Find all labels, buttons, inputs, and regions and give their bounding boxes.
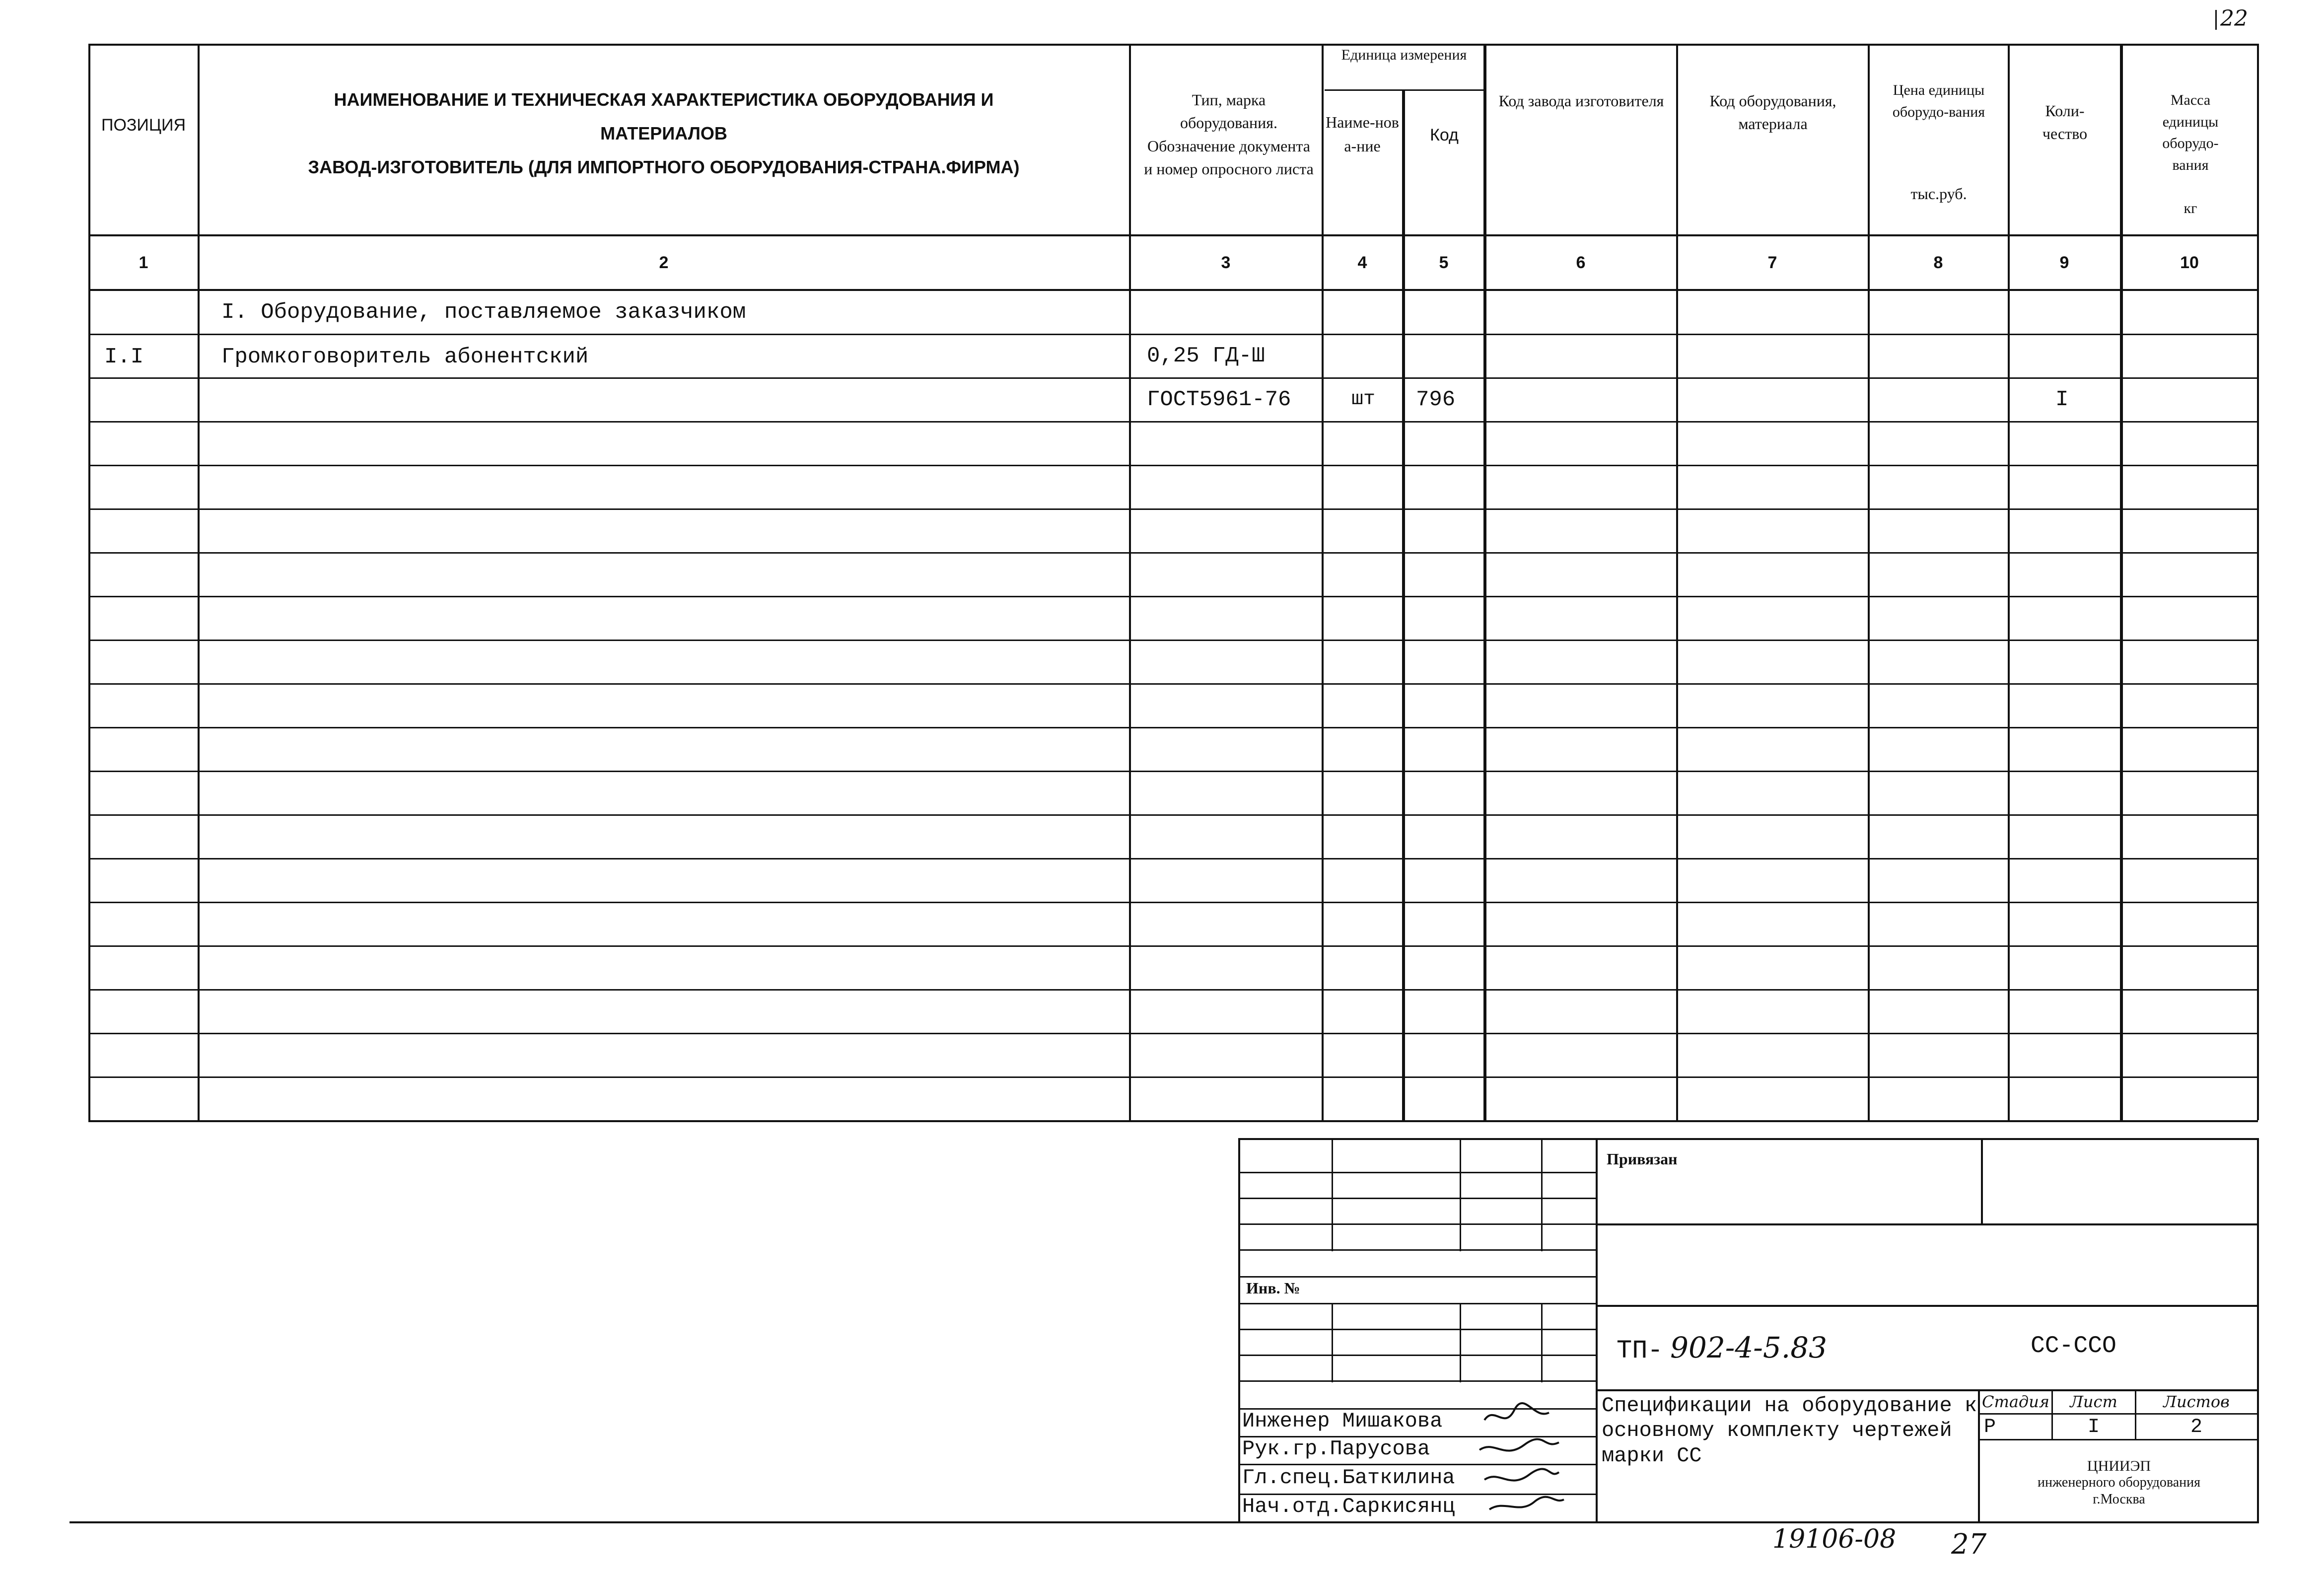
page-number-note: 27 — [1951, 1528, 1987, 1561]
column-number: 5 — [1439, 253, 1449, 272]
row-position: I.I — [104, 345, 144, 369]
organization-line2: инженерного оборудования — [2037, 1475, 2201, 1490]
header-name-line3: ЗАВОД-ИЗГОТОВИТЕЛЬ (ДЛЯ ИМПОРТНОГО ОБОРУДОВАНИЯ-СТРАНА.ФИРМА) — [308, 157, 1020, 177]
stage-label: Стадия — [1982, 1392, 2049, 1411]
page-corner-mark: 22 — [2220, 6, 2248, 31]
column-number: 3 — [1221, 253, 1231, 272]
document-code-prefix: ТП- — [1617, 1336, 1663, 1365]
row-quantity: I — [2055, 387, 2069, 412]
header-mass: Масса единицы оборудо-вания — [2162, 92, 2219, 173]
staff-row — [1242, 1437, 1430, 1461]
staff-name: Саркисянц — [1342, 1495, 1455, 1518]
staff-role: Нач.отд. — [1242, 1495, 1342, 1518]
header-position: ПОЗИЦИЯ — [101, 116, 186, 135]
archive-number-note: 19106-08 — [1772, 1524, 1897, 1554]
header-unit-code: Код — [1430, 126, 1459, 144]
column-number: 8 — [1933, 253, 1943, 272]
staff-role: Гл.спец. — [1242, 1466, 1342, 1490]
header-equip-code: Код оборудования, материала — [1709, 92, 1836, 133]
header-price-unit: тыс.руб. — [1910, 185, 1967, 203]
header-price: Цена единицы оборудо-вания — [1892, 82, 1985, 120]
staff-name: Баткилина — [1342, 1466, 1455, 1490]
row-type: 0,25 ГД-Ш — [1147, 344, 1265, 368]
column-number: 9 — [2059, 253, 2069, 272]
header-unit-name: Наиме-нова-ние — [1326, 113, 1399, 155]
header-name-line1: НАИМЕНОВАНИЕ И ТЕХНИЧЕСКАЯ ХАРАКТЕРИСТИКА ОБОРУДОВАНИЯ И — [334, 89, 994, 110]
column-number: 6 — [1576, 253, 1586, 272]
header-type: Тип, марка оборудования. Обозначение документа и номер опросного листа — [1144, 91, 1314, 178]
header-mass-unit: кг — [2183, 200, 2197, 216]
staff-name: Мишакова — [1342, 1409, 1443, 1433]
row-unit-code: 796 — [1416, 387, 1456, 412]
binding-label: Привязан — [1607, 1150, 1678, 1168]
inventory-number-label: Инв. № — [1246, 1279, 1300, 1297]
sheet-label: Лист — [2070, 1392, 2117, 1411]
header-name-line2: МАТЕРИАЛОВ — [600, 123, 727, 143]
document-code-number: 902-4-5.83 — [1670, 1331, 1828, 1364]
staff-row — [1242, 1409, 1442, 1433]
stage-value: Р — [1984, 1416, 1996, 1438]
column-number: 1 — [139, 253, 148, 272]
sheet-value: I — [2087, 1416, 2100, 1438]
header-qty: Коли-чество — [2042, 102, 2088, 143]
column-number: 10 — [2180, 253, 2199, 272]
signature-marks — [1475, 1400, 1594, 1519]
staff-name: Парусова — [1330, 1437, 1430, 1461]
column-number: 4 — [1357, 253, 1367, 272]
row-section-title: I. Оборудование, поставляемое заказчиком — [221, 300, 746, 325]
row-unit: шт — [1351, 388, 1376, 411]
column-number: 2 — [659, 253, 669, 272]
row-type: ГОСТ5961-76 — [1147, 387, 1291, 412]
document-code — [1617, 1331, 1827, 1365]
document-title: Спецификации на оборудование к основному комплекту чертежей марки СС — [1602, 1394, 1977, 1468]
row-name: Громкоговоритель абонентский — [221, 345, 589, 369]
staff-row — [1242, 1495, 1455, 1518]
staff-role: Рук.гр. — [1242, 1437, 1330, 1461]
drawing-mark: СС-ССО — [2031, 1333, 2116, 1359]
staff-row — [1242, 1466, 1455, 1490]
organization-line1: ЦНИИЭП — [2087, 1458, 2151, 1474]
staff-role: Инженер — [1242, 1409, 1330, 1433]
header-plant-code: Код завода изготовителя — [1498, 92, 1664, 110]
organization-line3: г.Москва — [2093, 1492, 2145, 1507]
sheets-value: 2 — [2190, 1416, 2202, 1438]
column-number: 7 — [1767, 253, 1777, 272]
header-unit-group: Единица измерения — [1341, 47, 1467, 63]
sheets-label: Листов — [2163, 1392, 2230, 1411]
